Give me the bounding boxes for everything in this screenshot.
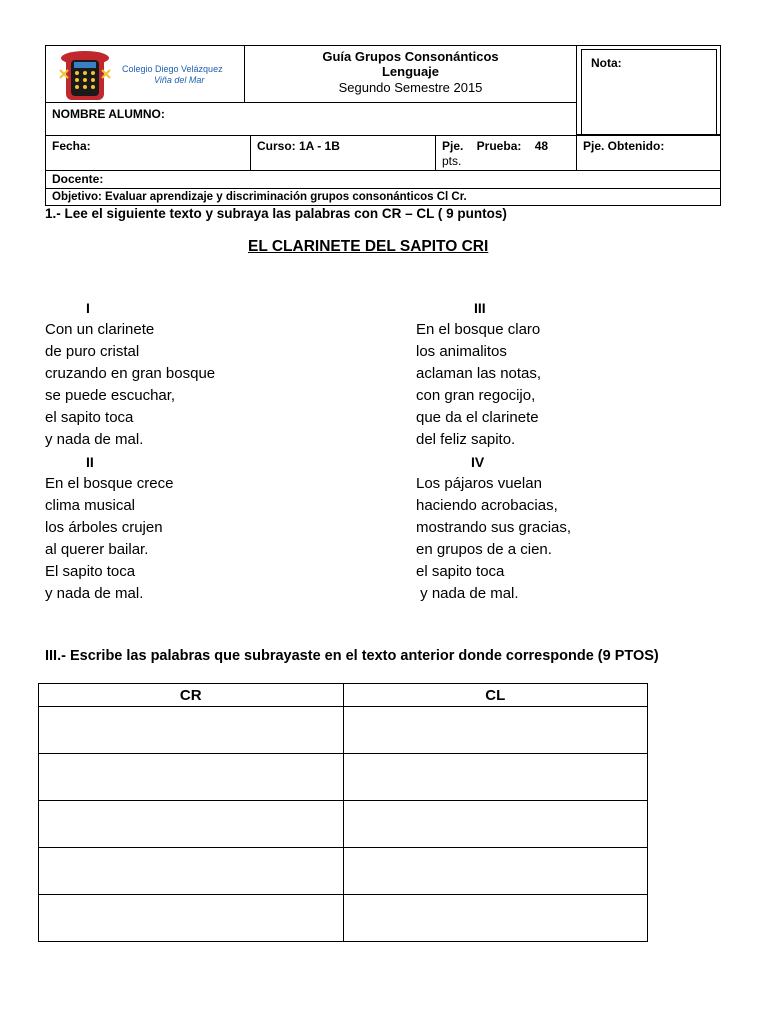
fecha-label: Fecha: xyxy=(52,139,91,153)
nombre-cell xyxy=(45,102,577,136)
objetivo-text: Objetivo: Evaluar aprendizaje y discriminación grupos consonánticos Cl Cr. xyxy=(52,191,467,203)
poem-line: los animalitos xyxy=(416,343,507,360)
stanza-numeral: I xyxy=(86,300,90,316)
stanza-1 xyxy=(45,297,215,605)
nota-label: Nota: xyxy=(591,56,622,70)
subject-title: Lenguaje xyxy=(381,64,440,79)
answer-cell[interactable] xyxy=(39,848,344,895)
stanza-numeral: III xyxy=(474,300,486,316)
poem-line: y nada de mal. xyxy=(416,585,519,602)
poem-line: con gran regocijo, xyxy=(416,387,536,404)
poem-line: Con un clarinete xyxy=(45,321,155,338)
answer-cell[interactable] xyxy=(343,754,648,801)
poem-line: se puede escuchar, xyxy=(45,387,176,404)
instruction-1: 1.- Lee el siguiente texto y subraya las palabras con CR – CL ( 9 puntos) xyxy=(45,206,507,221)
curso-cell xyxy=(250,135,436,171)
poem-line: Los pájaros vuelan xyxy=(416,475,542,492)
pje-obtenido-label: Pje. Obtenido: xyxy=(583,139,665,153)
fecha-cell xyxy=(45,135,251,171)
stanza-numeral: IV xyxy=(471,454,485,470)
answer-cell[interactable] xyxy=(343,895,648,942)
poem-line: el sapito toca xyxy=(45,409,134,426)
semester-title: Segundo Semestre 2015 xyxy=(338,80,483,95)
poem-line: mostrando sus gracias, xyxy=(416,519,572,536)
answer-cell[interactable] xyxy=(39,895,344,942)
docente-cell xyxy=(45,170,721,189)
poem-line: En el bosque crece xyxy=(45,475,174,492)
school-crest-icon xyxy=(54,48,116,102)
poem-line: los árboles crujen xyxy=(45,519,163,536)
answer-cell[interactable] xyxy=(343,707,648,754)
answer-cell[interactable] xyxy=(39,754,344,801)
pje-obtenido-cell xyxy=(576,135,721,171)
pje-prueba-label: Pje. Prueba: 48 xyxy=(442,139,549,153)
title-cell xyxy=(244,45,577,103)
guide-title: Guía Grupos Consonánticos xyxy=(322,49,499,64)
nota-cell xyxy=(576,45,721,135)
answer-cell[interactable] xyxy=(39,707,344,754)
poem-title: EL CLARINETE DEL SAPITO CRI xyxy=(248,238,489,255)
poem-line: haciendo acrobacias, xyxy=(416,497,558,514)
poem-line: en grupos de a cien. xyxy=(416,541,552,558)
instruction-3: III.- Escribe las palabras que subrayaste en el texto anterior donde corresponde (9 PTOS) xyxy=(45,648,659,664)
poem-line: cruzando en gran bosque xyxy=(45,365,216,382)
stanza-3 xyxy=(416,297,571,605)
answer-cell[interactable] xyxy=(39,801,344,848)
poem-line: del feliz sapito. xyxy=(416,431,516,448)
poem-line: En el bosque claro xyxy=(416,321,541,338)
poem-line: aclaman las notas, xyxy=(416,365,542,382)
poem-line: que da el clarinete xyxy=(416,409,539,426)
poem-line: y nada de mal. xyxy=(45,431,144,448)
poem-line: y nada de mal. xyxy=(45,585,144,602)
poem-line: al querer bailar. xyxy=(45,541,149,558)
column-header-cr: CR xyxy=(39,684,344,707)
pje-prueba-unit: pts. xyxy=(442,154,462,168)
objetivo-cell xyxy=(45,188,721,206)
poem-line: el sapito toca xyxy=(416,563,505,580)
column-header-cl: CL xyxy=(343,684,648,707)
school-city: Viña del Mar xyxy=(154,75,205,85)
poem-line: clima musical xyxy=(45,497,136,514)
answer-cell[interactable] xyxy=(343,848,648,895)
answer-cell[interactable] xyxy=(343,801,648,848)
nombre-label: NOMBRE ALUMNO: xyxy=(52,107,165,121)
answer-table xyxy=(38,683,648,942)
school-name: Colegio Diego Velázquez xyxy=(122,64,223,74)
pje-prueba-cell xyxy=(435,135,577,171)
curso-label: Curso: 1A - 1B xyxy=(257,139,340,153)
poem-line: El sapito toca xyxy=(45,563,136,580)
stanza-numeral: II xyxy=(86,454,94,470)
poem-line: de puro cristal xyxy=(45,343,140,360)
docente-label: Docente: xyxy=(52,172,104,186)
logo-cell xyxy=(45,45,245,103)
